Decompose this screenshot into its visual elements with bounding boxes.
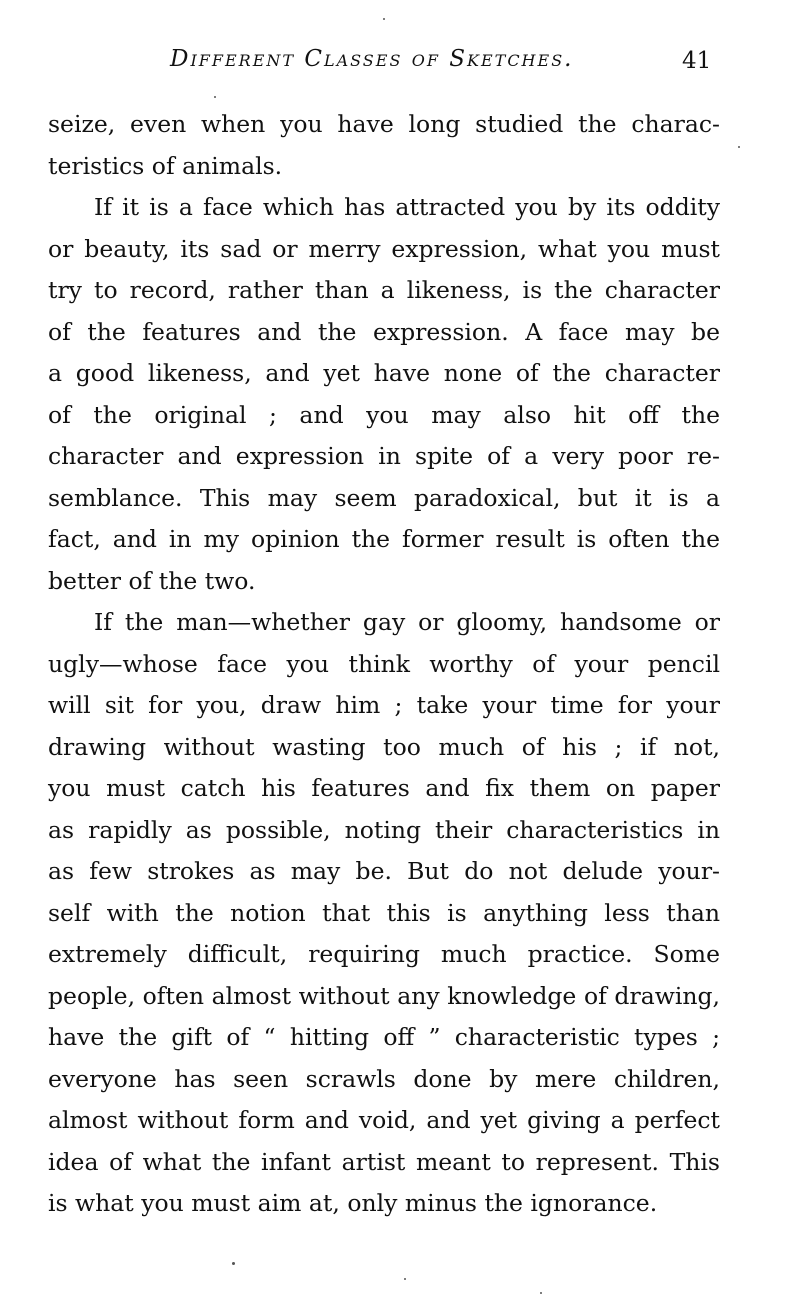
print-speck	[383, 18, 385, 20]
running-header-title: Different Classes of Sketches.	[170, 46, 574, 72]
print-speck	[404, 1278, 406, 1280]
text-line: everyone has seen scrawls done by mere children,	[48, 1064, 720, 1093]
print-speck	[214, 96, 216, 98]
text-line: teristics of animals.	[48, 151, 283, 180]
text-line: or beauty, its sad or merry expression, what you must	[48, 234, 720, 263]
text-line: idea of what the infant artist meant to represent. This	[48, 1147, 720, 1176]
text-line: extremely difficult, requiring much practice. Some	[48, 940, 720, 968]
text-line: better of the two.	[48, 566, 256, 595]
text-line: character and expression in spite of a very poor re-	[48, 442, 720, 470]
text-line: seize, even when you have long studied the charac-	[48, 110, 720, 138]
text-line: almost without form and void, and yet giving a perfect	[48, 1106, 720, 1134]
print-speck	[232, 1262, 235, 1265]
text-line: of the original ; and you may also hit off the	[48, 400, 720, 429]
text-line: of the features and the expression. A face may be	[48, 317, 720, 346]
text-line: a good likeness, and yet have none of the character	[48, 359, 720, 387]
text-line: people, often almost without any knowledge of drawing,	[48, 981, 720, 1010]
text-line: try to record, rather than a likeness, is the character	[48, 276, 720, 304]
text-line: semblance. This may seem paradoxical, but it is a	[48, 483, 720, 512]
text-line: as rapidly as possible, noting their characteristics in	[48, 815, 720, 844]
body-text	[48, 104, 720, 1225]
page-number: 41	[682, 48, 712, 74]
text-line: drawing without wasting too much of his ; if not,	[48, 732, 720, 761]
text-line: as few strokes as may be. But do not delude your-	[48, 857, 720, 885]
paragraph-start-line: If the man—whether gay or gloomy, handsome or	[94, 608, 720, 636]
text-line: will sit for you, draw him ; take your time for your	[48, 691, 720, 719]
text-line: ugly—whose face you think worthy of your pencil	[48, 649, 720, 678]
print-speck	[540, 1292, 542, 1294]
text-line: is what you must aim at, only minus the ignorance.	[48, 1189, 658, 1217]
print-speck	[738, 146, 740, 148]
text-line: you must catch his features and fix them on paper	[48, 774, 720, 802]
text-line: fact, and in my opinion the former result is often the	[48, 525, 720, 553]
text-line: have the gift of “ hitting off ” characteristic types ;	[48, 1023, 720, 1051]
text-line: self with the notion that this is anything less than	[48, 898, 720, 927]
paragraph-start-line: If it is a face which has attracted you by its oddity	[94, 193, 720, 221]
